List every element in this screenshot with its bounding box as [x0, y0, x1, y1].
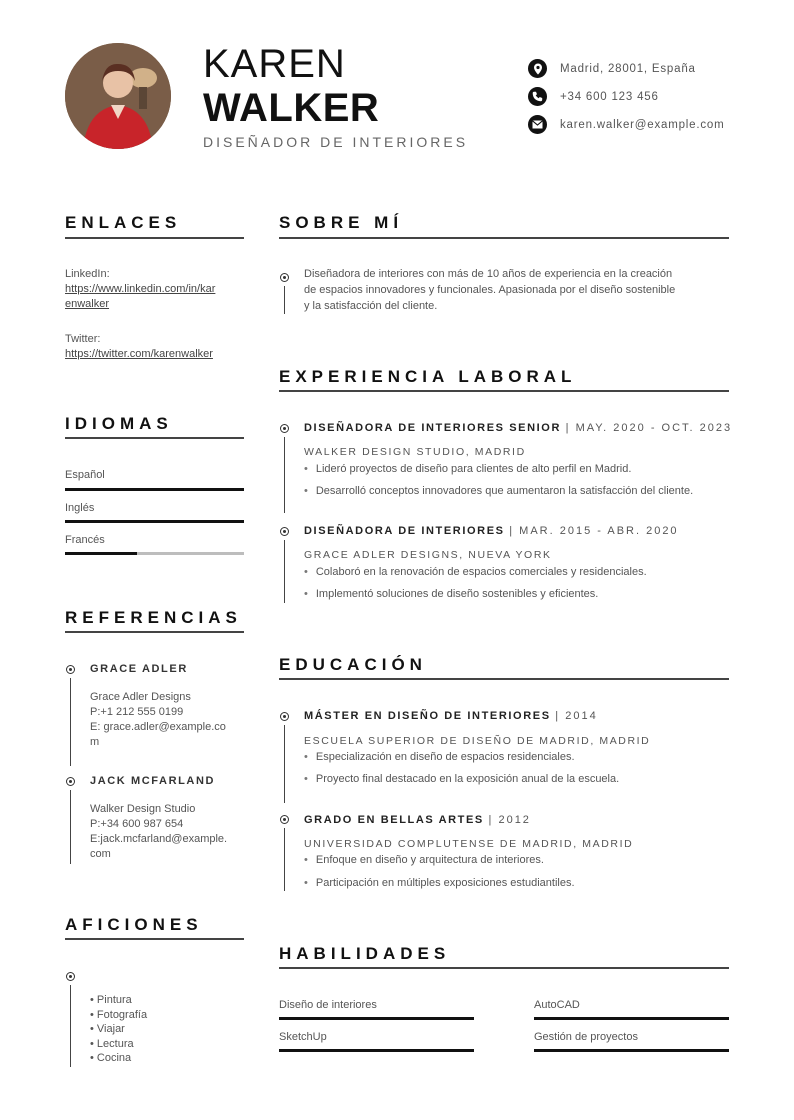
skill-level-fill — [534, 1049, 729, 1052]
skill-name: Gestión de proyectos — [534, 1031, 638, 1043]
reference-email-cont: com — [90, 848, 111, 860]
link-linkedin[interactable] — [65, 282, 245, 312]
about-line: de espacios innovadores y funcionales. Apasionada por el diseño sostenible — [304, 284, 676, 296]
skills-heading: HABILIDADES — [279, 944, 451, 963]
languages-heading: IDIOMAS — [65, 414, 173, 433]
timeline-line — [284, 725, 285, 803]
references-divider — [65, 631, 244, 633]
degree-title-text: MÁSTER EN DISEÑO DE INTERIORES — [304, 710, 551, 722]
language-level-fill — [65, 552, 137, 555]
reference-email: E: grace.adler@example.co — [90, 721, 226, 733]
address-text: Madrid, 28001, España — [560, 62, 696, 75]
contact-email — [528, 115, 724, 134]
job-bullet: • Colaboró en la renovación de espacios comerciales y residenciales. — [304, 566, 647, 578]
timeline-marker-icon — [280, 712, 289, 721]
reference-email: E:jack.mcfarland@example. — [90, 833, 228, 845]
link-twitter-label: Twitter: — [65, 333, 101, 345]
timeline-line — [70, 985, 71, 1067]
link-linkedin-url-line2[interactable]: enwalker — [65, 298, 110, 310]
location-pin-icon — [528, 59, 547, 78]
education-divider — [279, 678, 729, 680]
language-level-bar — [65, 488, 244, 491]
skill-level-bar — [534, 1049, 729, 1052]
links-heading: ENLACES — [65, 213, 182, 232]
degree-title-text: GRADO EN BELLAS ARTES — [304, 814, 484, 826]
job-bullet: • Lideró proyectos de diseño para clientes de alto perfil en Madrid. — [304, 463, 631, 475]
timeline-line — [284, 828, 285, 891]
reference-details — [90, 690, 240, 750]
job-company: WALKER DESIGN STUDIO, MADRID — [304, 446, 526, 458]
language-level-bar — [65, 520, 244, 523]
contact-phone — [528, 87, 659, 106]
job-date: MAR. 2015 - ABR. 2020 — [519, 525, 679, 537]
phone-icon — [528, 87, 547, 106]
first-name: KAREN — [203, 42, 346, 86]
degree-title: MÁSTER EN DISEÑO DE INTERIORES | 2014 — [304, 710, 598, 722]
reference-name: GRACE ADLER — [90, 663, 188, 675]
hobby-item: • Fotografía — [90, 1008, 147, 1023]
reference-company: Walker Design Studio — [90, 803, 196, 815]
job-company: GRACE ADLER DESIGNS, NUEVA YORK — [304, 549, 552, 561]
timeline-line — [70, 790, 71, 864]
skill-level-fill — [534, 1017, 729, 1020]
timeline-marker-icon — [280, 424, 289, 433]
skill-level-bar — [534, 1017, 729, 1020]
skill-level-fill — [279, 1017, 474, 1020]
experience-heading: EXPERIENCIA LABORAL — [279, 367, 577, 386]
language-level-fill — [65, 488, 244, 491]
timeline-line — [284, 540, 285, 603]
school-name: UNIVERSIDAD COMPLUTENSE DE MADRID, MADRID — [304, 838, 634, 850]
skill-name: AutoCAD — [534, 999, 580, 1011]
timeline-marker-icon — [280, 815, 289, 824]
timeline-marker-icon — [280, 527, 289, 536]
person-portrait-icon — [65, 43, 171, 149]
hobbies-heading: AFICIONES — [65, 915, 203, 934]
job-date: MAY. 2020 - OCT. 2023 — [575, 422, 733, 434]
job-bullet: • Implementó soluciones de diseño sostenibles y eficientes. — [304, 588, 598, 600]
timeline-line — [284, 286, 285, 314]
email-text: karen.walker@example.com — [560, 118, 725, 131]
skill-name: Diseño de interiores — [279, 999, 377, 1011]
reference-name: JACK MCFARLAND — [90, 775, 216, 787]
reference-phone: P:+34 600 987 654 — [90, 818, 184, 830]
reference-email-cont: m — [90, 736, 100, 748]
timeline-line — [70, 678, 71, 766]
job-title-text: DISEÑADORA DE INTERIORES — [304, 525, 505, 537]
timeline-marker-icon — [66, 777, 75, 786]
link-twitter[interactable] — [65, 347, 213, 362]
about-line: y la satisfacción del cliente. — [304, 300, 438, 312]
language-name: Inglés — [65, 502, 95, 514]
last-name: WALKER — [203, 86, 380, 130]
phone-text: +34 600 123 456 — [560, 90, 659, 103]
reference-company: Grace Adler Designs — [90, 691, 191, 703]
references-heading: REFERENCIAS — [65, 608, 242, 627]
hobbies-list — [90, 993, 147, 1066]
language-name: Francés — [65, 534, 105, 546]
education-bullet: • Participación en múltiples exposiciones estudiantiles. — [304, 877, 575, 889]
language-level-fill — [65, 520, 244, 523]
education-bullet: • Especialización en diseño de espacios residenciales. — [304, 751, 575, 763]
school-name: ESCUELA SUPERIOR DE DISEÑO DE MADRID, MADRID — [304, 735, 651, 747]
link-linkedin-url-line1[interactable]: https://www.linkedin.com/in/kar — [65, 283, 216, 295]
degree-date: 2012 — [498, 814, 531, 826]
skill-level-fill — [279, 1049, 474, 1052]
education-heading: EDUCACIÓN — [279, 655, 427, 674]
job-bullet: • Desarrolló conceptos innovadores que aumentaron la satisfacción del cliente. — [304, 485, 693, 497]
contact-address — [528, 59, 696, 78]
timeline-marker-icon — [66, 665, 75, 674]
skill-name: SketchUp — [279, 1031, 327, 1043]
hobby-item: • Viajar — [90, 1022, 147, 1037]
link-twitter-url[interactable]: https://twitter.com/karenwalker — [65, 348, 213, 360]
link-linkedin-label: LinkedIn: — [65, 268, 110, 280]
about-text — [304, 266, 734, 314]
about-heading: SOBRE MÍ — [279, 213, 404, 232]
language-level-bar — [65, 552, 244, 555]
hobbies-divider — [65, 938, 244, 940]
timeline-marker-icon — [280, 273, 289, 282]
hobby-item: • Cocina — [90, 1051, 147, 1066]
profile-photo — [65, 43, 171, 149]
education-bullet: • Proyecto final destacado en la exposición anual de la escuela. — [304, 773, 619, 785]
hobby-item: • Pintura — [90, 993, 147, 1008]
skill-level-bar — [279, 1017, 474, 1020]
job-title-text: DISEÑADORA DE INTERIORES SENIOR — [304, 422, 561, 434]
languages-divider — [65, 437, 244, 439]
job-title: DISEÑADORA DE INTERIORES | MAR. 2015 - ABR. 2020 — [304, 525, 679, 537]
experience-divider — [279, 390, 729, 392]
job-title: DISEÑADORA DE INTERIORES SENIOR | MAY. 2020 - OCT. 2023 — [304, 422, 733, 434]
about-divider — [279, 237, 729, 239]
degree-title: GRADO EN BELLAS ARTES | 2012 — [304, 814, 531, 826]
job-role: DISEÑADOR DE INTERIORES — [203, 134, 469, 150]
education-bullet: • Enfoque en diseño y arquitectura de interiores. — [304, 854, 544, 866]
skill-level-bar — [279, 1049, 474, 1052]
timeline-line — [284, 437, 285, 513]
links-divider — [65, 237, 244, 239]
skills-divider — [279, 967, 729, 969]
timeline-marker-icon — [66, 972, 75, 981]
reference-details — [90, 802, 240, 862]
mail-icon — [528, 115, 547, 134]
about-line: Diseñadora de interiores con más de 10 años de experiencia en la creación — [304, 268, 673, 280]
reference-phone: P:+1 212 555 0199 — [90, 706, 184, 718]
degree-date: 2014 — [565, 710, 598, 722]
language-name: Español — [65, 469, 105, 481]
hobby-item: • Lectura — [90, 1037, 147, 1052]
